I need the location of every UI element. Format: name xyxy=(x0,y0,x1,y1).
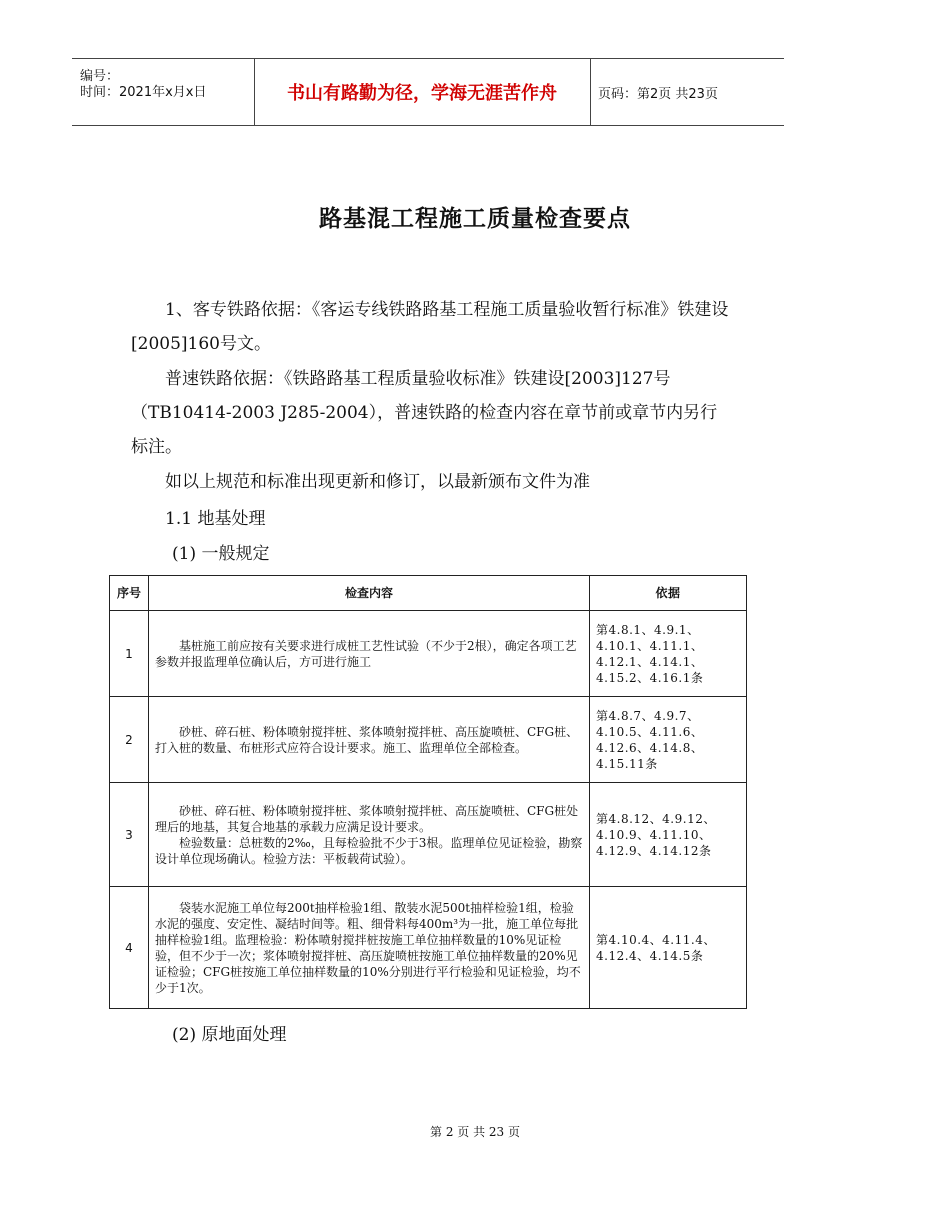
row-content-sampling: 检验数量：总桩数的2‰，且每检验批不少于3根。监理单位见证检验，勘察设计单位现场确认。检验方法：平板载荷试验）。 xyxy=(155,835,583,866)
table-row xyxy=(110,611,747,697)
page-footer: 第 2 页 共 23 页 xyxy=(430,1125,520,1139)
document-title: 路基混工程施工质量检查要点 xyxy=(319,206,631,232)
row-basis: 第4.10.4、4.11.4、4.12.4、4.14.5条 xyxy=(590,887,747,1009)
table-row xyxy=(110,697,747,783)
row-seq: 2 xyxy=(110,697,149,783)
row-seq: 3 xyxy=(110,783,149,887)
row-basis: 第4.8.12、4.9.12、4.10.9、4.11.10、4.12.9、4.14.12条 xyxy=(590,783,747,887)
table-row xyxy=(110,783,747,887)
header-number-label: 编号： xyxy=(80,69,120,84)
table-row xyxy=(110,887,747,1009)
row-content: 袋装水泥施工单位每200t抽样检验1组、散装水泥500t抽样检验1组，检验水泥的强度、安定性、凝结时间等。粗、细骨料每400m³为一批，施工单位每批抽样检验1组。监理检验：粉体喷射搅拌桩按施工单位抽样数量的10%见证检验，但不少于一次；浆体喷射搅拌桩、高压旋喷桩按施工单位抽样数量的20%见证检验；CFG桩按施工单位抽样数量的10%分别进行平行检验和见证检验，均不少于1次。 xyxy=(149,887,590,1009)
row-content-cell xyxy=(149,783,590,887)
row-basis: 第4.8.7、4.9.7、4.10.5、4.11.6、4.12.6、4.14.8、4.15.11条 xyxy=(590,697,747,783)
row-content: 砂桩、碎石桩、粉体喷射搅拌桩、浆体喷射搅拌桩、高压旋喷桩、CFG桩处理后的地基，其复合地基的承载力应满足设计要求。 xyxy=(155,803,579,834)
section-heading: 1.1 地基处理 xyxy=(165,509,266,529)
header-meta xyxy=(72,59,255,125)
row-content: 基桩施工前应按有关要求进行成桩工艺性试验（不少于2根），确定各项工艺参数并报监理单位确认后，方可进行施工 xyxy=(149,611,590,697)
header-time: 时间：2021年x月x日 xyxy=(80,85,207,100)
page-header xyxy=(72,58,784,126)
row-basis: 第4.8.1、4.9.1、4.10.1、4.11.1、4.12.1、4.14.1、4.15.2、4.16.1条 xyxy=(590,611,747,697)
paragraph-latest-note: 如以上规范和标准出现更新和修订，以最新颁布文件为准 xyxy=(165,472,590,492)
header-content: 检查内容 xyxy=(149,576,590,611)
paragraph-basis-normal: 普速铁路依据：《铁路路基工程质量验收标准》铁建设[2003]127号（TB10414-2003 J285-2004），普速铁路的检查内容在章节前或章节内另行标注。 xyxy=(131,369,718,457)
header-seq: 序号 xyxy=(110,576,149,611)
inspection-table xyxy=(109,575,747,1009)
table-header-row xyxy=(110,576,747,611)
paragraph-basis-passenger: 1、客专铁路依据：《客运专线铁路路基工程施工质量验收暂行标准》铁建设[2005]160号文。 xyxy=(131,300,729,354)
subsection-heading-general: (1) 一般规定 xyxy=(172,544,270,564)
row-seq: 1 xyxy=(110,611,149,697)
header-basis: 依据 xyxy=(590,576,747,611)
subsection-heading-ground: (2) 原地面处理 xyxy=(172,1025,287,1045)
header-motto: 书山有路勤为径，学海无涯苦作舟 xyxy=(254,59,591,125)
header-page-info: 页码：第2页 共23页 xyxy=(598,86,718,102)
row-content: 砂桩、碎石桩、粉体喷射搅拌桩、浆体喷射搅拌桩、高压旋喷桩、CFG桩、打入桩的数量、布桩形式应符合设计要求。施工、监理单位全部检查。 xyxy=(149,697,590,783)
row-seq: 4 xyxy=(110,887,149,1009)
